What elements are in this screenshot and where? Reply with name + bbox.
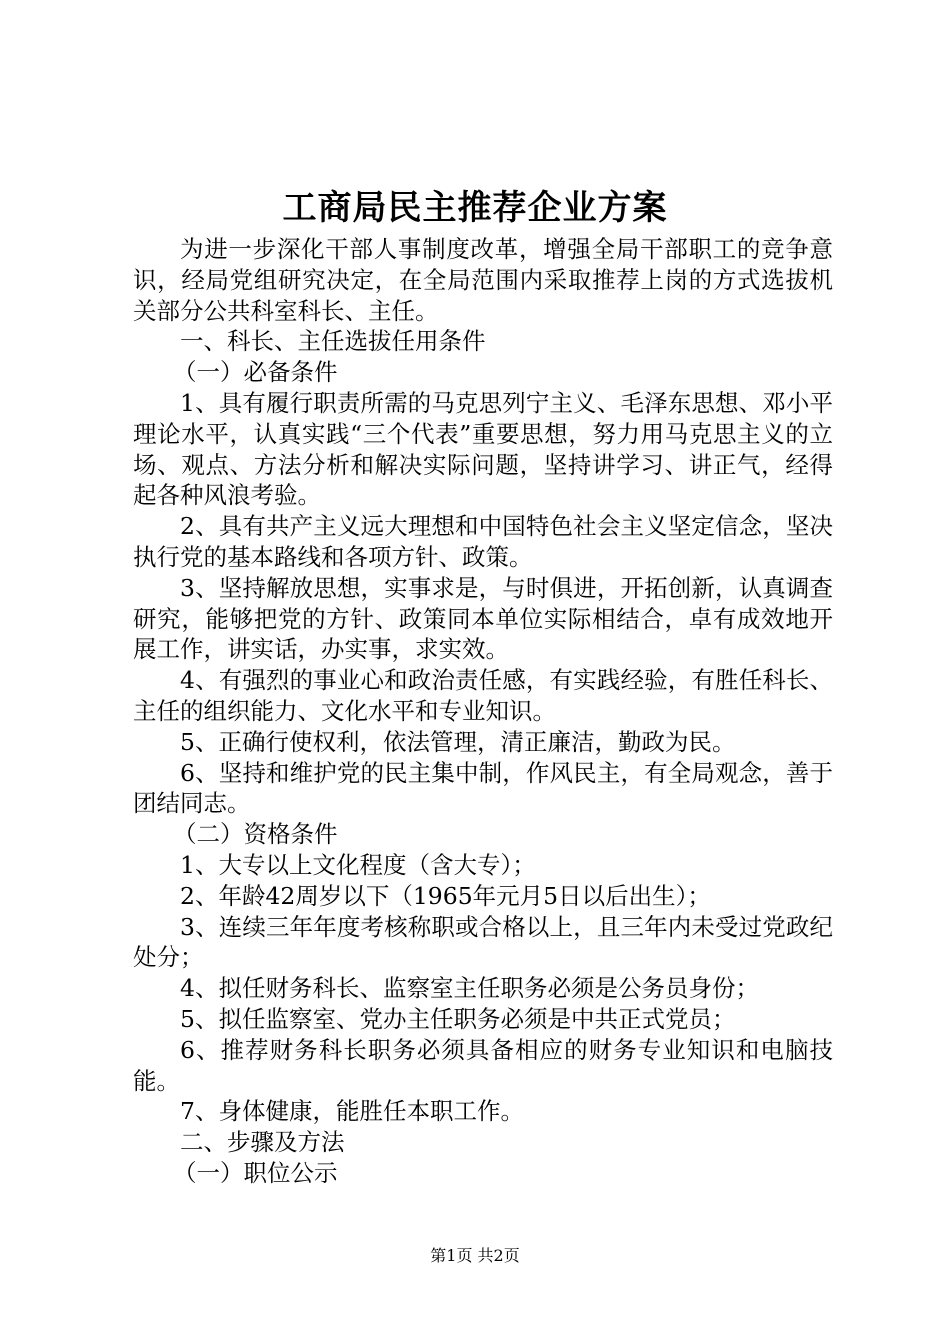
list-item-required-2: 2、具有共产主义远大理想和中国特色社会主义坚定信念，坚决执行党的基本路线和各项方针、政策。 <box>133 512 833 571</box>
subsection-heading-qualification: （二）资格条件 <box>173 820 338 849</box>
list-item-required-5: 5、正确行使权利，依法管理，清正廉洁，勤政为民。 <box>180 727 736 756</box>
paragraph-intro: 为进一步深化干部人事制度改革，增强全局干部职工的竞争意识，经局党组研究决定，在全局范围内采取推荐上岗的方式选拔机关部分公共科室科长、主任。 <box>133 235 833 325</box>
list-item-qualification-4: 4、拟任财务科长、监察室主任职务必须是公务员身份； <box>180 974 759 1003</box>
document-title: 工商局民主推荐企业方案 <box>282 188 668 228</box>
list-item-required-4: 4、有强烈的事业心和政治责任感，有实践经验，有胜任科长、主任的组织能力、文化水平和专业知识。 <box>133 666 833 725</box>
list-item-qualification-7: 7、身体健康，能胜任本职工作。 <box>180 1097 524 1126</box>
section-heading-1: 一、科长、主任选拔任用条件 <box>180 327 486 356</box>
subsection-heading-posting: （一）职位公示 <box>173 1158 338 1187</box>
list-item-qualification-3: 3、连续三年年度考核称职或合格以上，且三年内未受过党政纪处分； <box>133 912 833 972</box>
list-item-qualification-6: 6、推荐财务科长职务必须具备相应的财务专业知识和电脑技能。 <box>133 1035 833 1095</box>
list-item-qualification-1: 1、大专以上文化程度（含大专）； <box>180 850 536 879</box>
list-item-required-3: 3、坚持解放思想，实事求是，与时俱进，开拓创新，认真调查研究，能够把党的方针、政策同本单位实际相结合，卓有成效地开展工作，讲实话，办实事，求实效。 <box>133 573 833 664</box>
document-body <box>133 234 833 1189</box>
section-heading-2: 二、步骤及方法 <box>180 1128 345 1157</box>
page-footer: 第1页 共2页 <box>430 1246 520 1265</box>
list-item-required-1: 1、具有履行职责所需的马克思列宁主义、毛泽东思想、邓小平理论水平，认真实践“三个代表”重要思想，努力用马克思主义的立场、观点、方法分析和解决实际问题，坚持讲学习、讲正气，经得起各种风浪考验。 <box>133 388 833 510</box>
list-item-required-6: 6、坚持和维护党的民主集中制，作风民主，有全局观念，善于团结同志。 <box>133 758 833 818</box>
list-item-qualification-5: 5、拟任监察室、党办主任职务必须是中共正式党员； <box>180 1004 736 1033</box>
subsection-heading-required: （一）必备条件 <box>173 358 338 387</box>
list-item-qualification-2: 2、年龄42周岁以下（1965年元月5日以后出生）； <box>180 881 711 910</box>
